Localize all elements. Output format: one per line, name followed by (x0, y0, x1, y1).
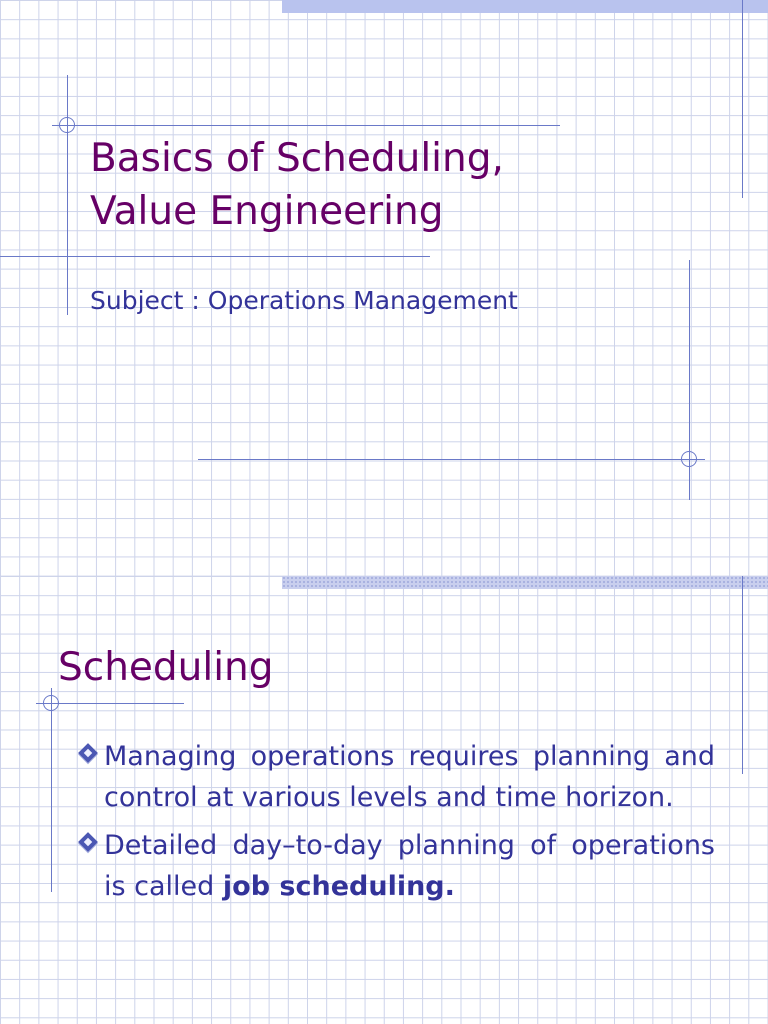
bullet-list (78, 736, 715, 914)
decor-line (0, 256, 430, 257)
slide-subtitle: Subject : Operations Management (90, 286, 518, 315)
decor-line (67, 75, 68, 315)
title-line: Value Engineering (90, 189, 444, 234)
diamond-bullet-icon (78, 825, 104, 866)
decor-circle (43, 695, 59, 711)
list-item (78, 736, 715, 818)
decor-line (51, 688, 52, 892)
content-slide (0, 576, 768, 1024)
decor-line (52, 125, 560, 126)
slide-title: Scheduling (58, 645, 274, 690)
slide-title (90, 132, 504, 238)
list-item (78, 825, 715, 907)
decor-line (198, 459, 705, 460)
title-line: Basics of Scheduling, (90, 136, 504, 181)
diamond-bullet-icon (78, 736, 104, 777)
bullet-text-plain: Detailed day–to-day planning of operations is called (104, 830, 715, 902)
decor-circle (681, 451, 697, 467)
bullet-text: Managing operations requires planning and control at various levels and time horizon. (104, 741, 715, 813)
top-band (282, 576, 768, 589)
top-band (282, 0, 768, 13)
decor-line (742, 0, 743, 198)
bullet-text-bold: job scheduling. (222, 871, 455, 902)
decor-circle (59, 117, 75, 133)
decor-line (742, 576, 743, 774)
bullet-text (104, 825, 715, 907)
